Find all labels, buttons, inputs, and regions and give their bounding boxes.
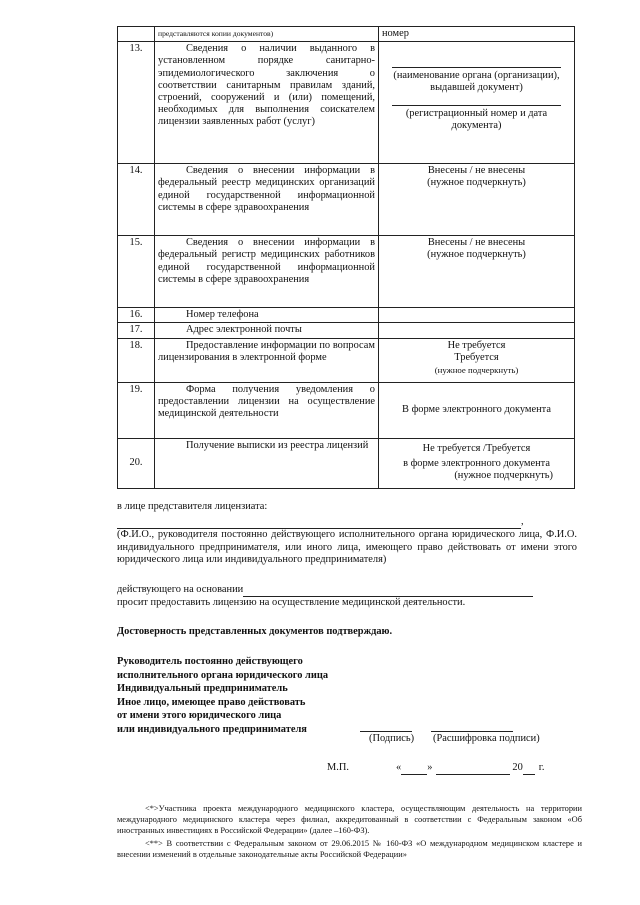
row-number: 17. — [118, 323, 155, 338]
footnote-2: <**> В соответствии с Федеральным законом от 29.06.2015 № 160-ФЗ «О международном медицинском кластере и внесении изменений в отдельные законодательные акты Российской Федерации» — [117, 839, 582, 859]
cell-desc: Сведения о наличии выданного в установленном порядке санитарно-эпидемиологического заключения о соответствии санитарным правилам зданий, строений, сооружений и (или) помещений, необходимых для выполнения соискателем лицензии заявленных работ (услуг) — [155, 42, 379, 164]
cell-value: номер — [379, 27, 575, 42]
table-row — [118, 323, 575, 338]
row-number: 16. — [118, 308, 155, 323]
cell-value: В форме электронного документа — [379, 382, 575, 438]
table-row — [118, 338, 575, 382]
table-row — [118, 27, 575, 42]
cell-desc: Предоставление информации по вопросам лицензирования в электронной форме — [155, 338, 379, 382]
signature-decode-field[interactable] — [431, 721, 513, 732]
basis-label: действующего на основании — [117, 584, 244, 595]
cell-value: (наименование органа (организации), выдавшей документ) (регистрационный номер и дата документа) — [379, 42, 575, 164]
signer-titles: Руководитель постоянно действующего исполнительного органа юридического лица Индивидуальный предприниматель Иное лицо, имеющее право действовать от имени этого юридического лица или индивидуального предпринимателя — [117, 656, 329, 735]
cell-value: Внесены / не внесены (нужное подчеркнуть) — [379, 164, 575, 236]
request-text: просит предоставить лицензию на осуществление медицинской деятельности. — [117, 597, 466, 608]
cell-desc: Адрес электронной почты — [155, 323, 379, 338]
cell-value: Не требуется /Требуется в форме электронного документа (нужное подчеркнуть) — [379, 438, 575, 488]
email-value-cell[interactable] — [379, 323, 575, 338]
cell-value: Внесены / не внесены (нужное подчеркнуть) — [379, 236, 575, 308]
table-row — [118, 42, 575, 164]
row-number: 19. — [118, 382, 155, 438]
cell-desc: Получение выписки из реестра лицензий — [155, 438, 379, 488]
signature-decode-label: (Расшифровка подписи) — [433, 733, 540, 744]
row-number: 18. — [118, 338, 155, 382]
signature-field[interactable] — [360, 721, 412, 732]
cell-desc: Форма получения уведомления о предоставлении лицензии на осуществление медицинской деятельности — [155, 382, 379, 438]
table-row — [118, 164, 575, 236]
cell-desc: Номер телефона — [155, 308, 379, 323]
table-row — [118, 236, 575, 308]
row-number: 13. — [118, 42, 155, 164]
table-row — [118, 308, 575, 323]
document-page: представляются копии документов) номер 13. Сведения о наличии выданного в установленном порядке санитарно-эпидемиологического заключения о соответствии санитарным правилам зданий, строений, сооружений и (или) помещений, необходимых для выполнения соискателем лицензии заявленных работ (услуг) (наименование органа (организации), выдавшей документ) (регистрационный номер и дата документа) 14. Сведения о внесении информации в федеральный реестр медицинских организаций единой государственной информационной системы в сфере здравоохранения Внесены / не внесены (нужное подчеркнуть) 15. Сведения о внесении информации в федеральный регистр медицинских работников единой государственной информационной системы в сфере здравоохранения Внесены / не внесены (нужное подчеркнуть) 16. Номер телефона 17. Адрес электронной почты 18. Предоставление информации по вопросам лицензирования в электронной форме Не требуется Требуется (нужное подчеркнуть) 19. Форма получения уведомления о предоставлении лицензии на осуществление медицинской деятельности В форме электронного документа 20. Получение выписки из реестра лицензий Не требуется /Требуется в форме электронного документа (нужное подчеркнуть) в лице представителя лицензиата: , (Ф.И.О., руководителя постоянно действующего исполнительного органа юридического лица, Ф.И.О. индивидуального предпринимателя, или иного лица, имеющего право действовать от имени этого юридического лица или индивидуального предпринимателя) действующего на основании просит предоставить лицензию на осуществление медицинской деятельности. Достоверность представленных документов подтверждаю. Руководитель постоянно действующего исполнительного органа юридического лица Индивидуальный предприниматель Иное лицо, имеющее право действовать от имени этого юридического лица или индивидуального предпринимателя (Подпись) (Расшифровка подписи) М.П. « » 20 г. <*>Участника проекта международного медицинского кластера, осуществляющим деятельность на территории международного медицинского кластера через филиал, аккредитованный в соответствии с Федеральным законом «Об иностранных инвестициях в Российской Федерации» (далее –160-ФЗ). <**> В соответствии с Федеральным законом от 29.06.2015 № 160-ФЗ «О международном медицинском кластере и внесении изменений в отдельные законодательные акты Российской Федерации» — [117, 28, 582, 859]
footnote-1: <*>Участника проекта международного медицинского кластера, осуществляющим деятельность на территории международного медицинского кластера через филиал, аккредитованный в соответствии с Федеральным законом «Об иностранных инвестициях в Российской Федерации» (далее –160-ФЗ). — [117, 804, 582, 835]
cell-desc: Сведения о внесении информации в федеральный реестр медицинских организаций единой государственной информационной системы в сфере здравоохранения — [155, 164, 379, 236]
date-day-field[interactable] — [401, 764, 427, 775]
cell-desc: Сведения о внесении информации в федеральный регистр медицинских работников единой государственной информационной системы в сфере здравоохранения — [155, 236, 379, 308]
signature-label: (Подпись) — [369, 733, 415, 744]
table-row — [118, 438, 575, 488]
date-month-field[interactable] — [436, 764, 510, 775]
date-line: « » 20 г. — [396, 762, 545, 773]
representative-explanation: (Ф.И.О., руководителя постоянно действующего исполнительного органа юридического лица, Ф.И.О. индивидуального предпринимателя, или иного лица, имеющего право действовать от имени этого юридического лица или индивидуального предпринимателя) — [117, 529, 577, 566]
row-number: 20. — [118, 438, 155, 488]
representative-intro: в лице представителя лицензиата: — [117, 501, 268, 512]
stamp-place: М.П. — [327, 762, 349, 773]
row-number: 14. — [118, 164, 155, 236]
basis-field[interactable] — [243, 585, 533, 597]
cell-value: Не требуется Требуется (нужное подчеркнуть) — [379, 338, 575, 382]
representative-name-field[interactable] — [117, 517, 521, 529]
date-year-field[interactable] — [523, 764, 535, 775]
table-row — [118, 382, 575, 438]
application-table — [117, 26, 575, 489]
confirmation-heading: Достоверность представленных документов подтверждаю. — [117, 626, 393, 637]
row-number: 15. — [118, 236, 155, 308]
phone-value-cell[interactable] — [379, 308, 575, 323]
cell-desc: представляются копии документов) — [155, 27, 379, 42]
